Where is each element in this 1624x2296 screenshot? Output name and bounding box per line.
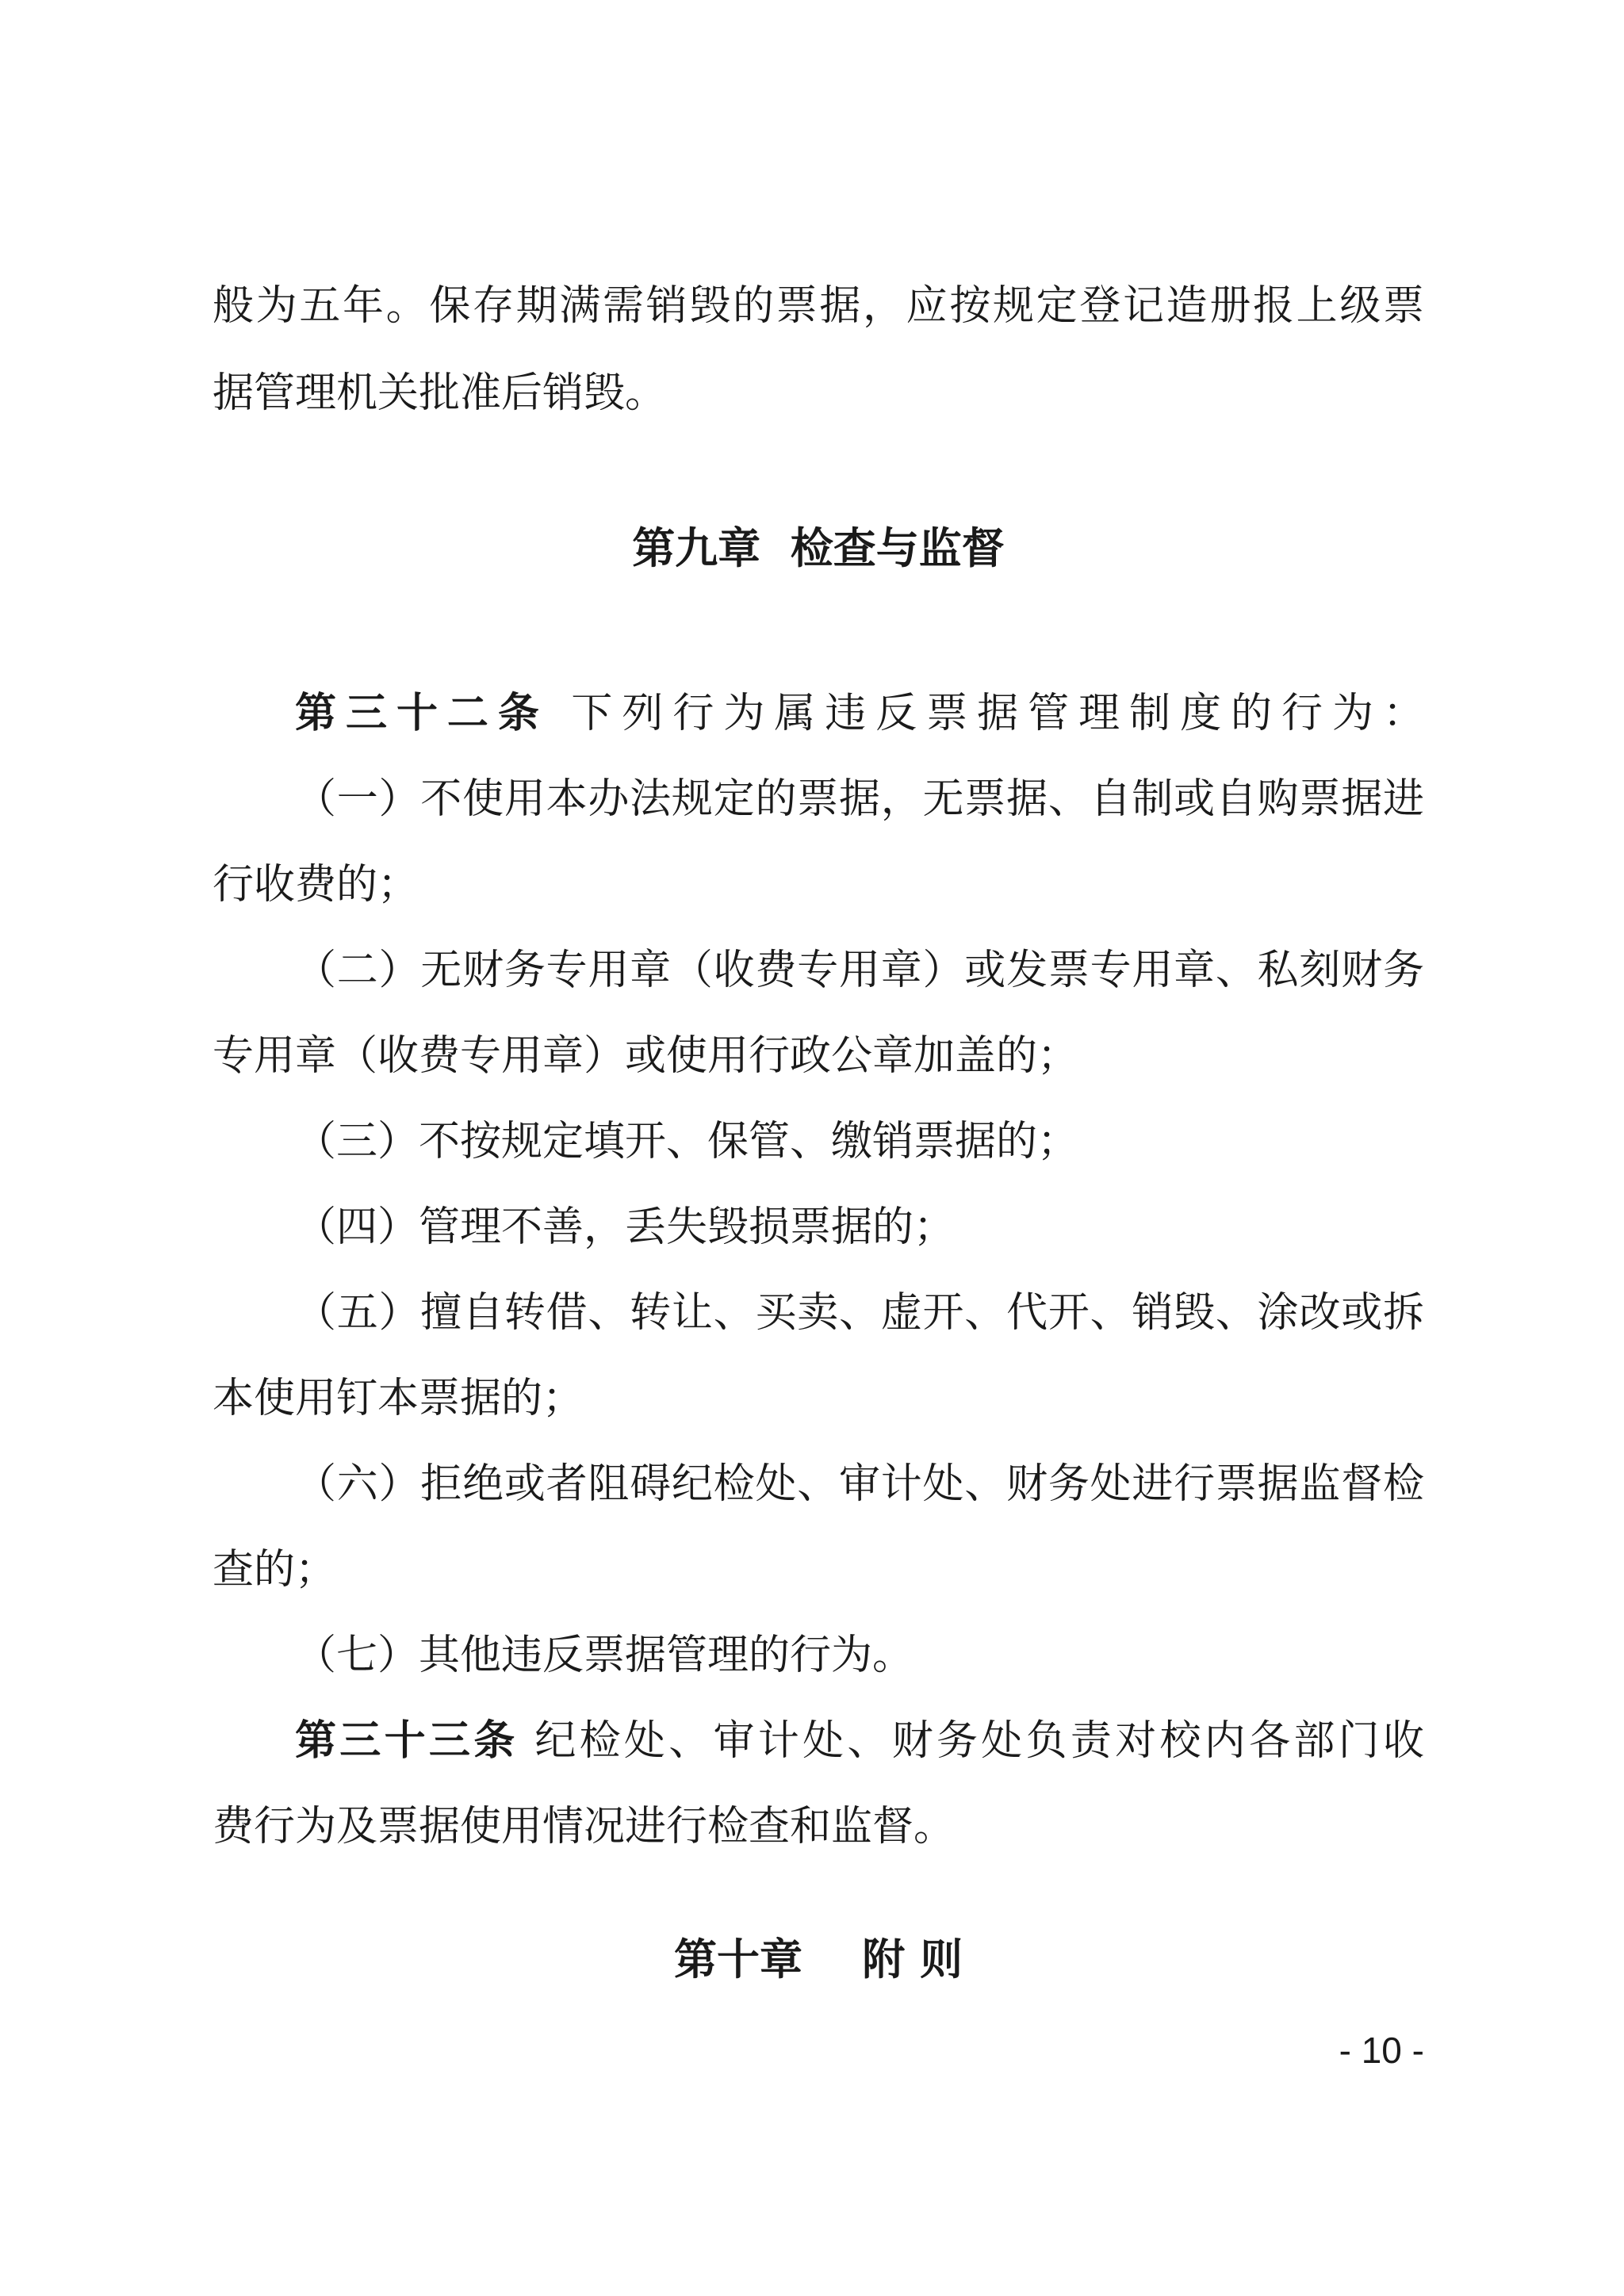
- article-label: 第三十三条: [295, 1717, 519, 1765]
- list-item-continuation: 查的；: [213, 1546, 337, 1594]
- article-label: 第三十二条: [295, 690, 549, 737]
- chapter-heading: 第十章 附 则: [674, 1934, 963, 1984]
- body-line: 费行为及票据使用情况进行检查和监督。: [213, 1803, 956, 1850]
- list-item: （五）擅自转借、转让、买卖、虚开、代开、销毁、涂改或拆: [295, 1289, 1424, 1337]
- list-item-continuation: 本使用钉本票据的；: [213, 1375, 584, 1422]
- article-text: 下列行为属违反票据管理制度的行为：: [571, 690, 1424, 737]
- list-item: （一）不使用本办法规定的票据，无票据、自制或自购票据进: [295, 775, 1424, 823]
- list-item: （七）其他违反票据管理的行为。: [295, 1632, 914, 1679]
- page-number: - 10 -: [1339, 2030, 1424, 2071]
- list-item: （四）管理不善，丢失毁损票据的；: [295, 1203, 956, 1251]
- body-line: 般为五年。保存期满需销毁的票据，应按规定登记造册报上级票: [213, 282, 1424, 330]
- chapter-heading: 第九章 检查与监督: [632, 523, 1005, 573]
- body-line: 据管理机关批准后销毁。: [213, 369, 667, 417]
- list-item: （二）无财务专用章（收费专用章）或发票专用章、私刻财务: [295, 947, 1424, 994]
- article-32-line: [295, 690, 1424, 737]
- list-item: （六）拒绝或者阻碍纪检处、审计处、财务处进行票据监督检: [295, 1460, 1424, 1508]
- article-text: 纪检处、审计处、财务处负责对校内各部门收: [534, 1717, 1424, 1765]
- list-item-continuation: 专用章（收费专用章）或使用行政公章加盖的；: [213, 1032, 1079, 1080]
- list-item: （三）不按规定填开、保管、缴销票据的；: [295, 1118, 1079, 1165]
- list-item-continuation: 行收费的；: [213, 861, 419, 909]
- article-33-line: [295, 1717, 1424, 1765]
